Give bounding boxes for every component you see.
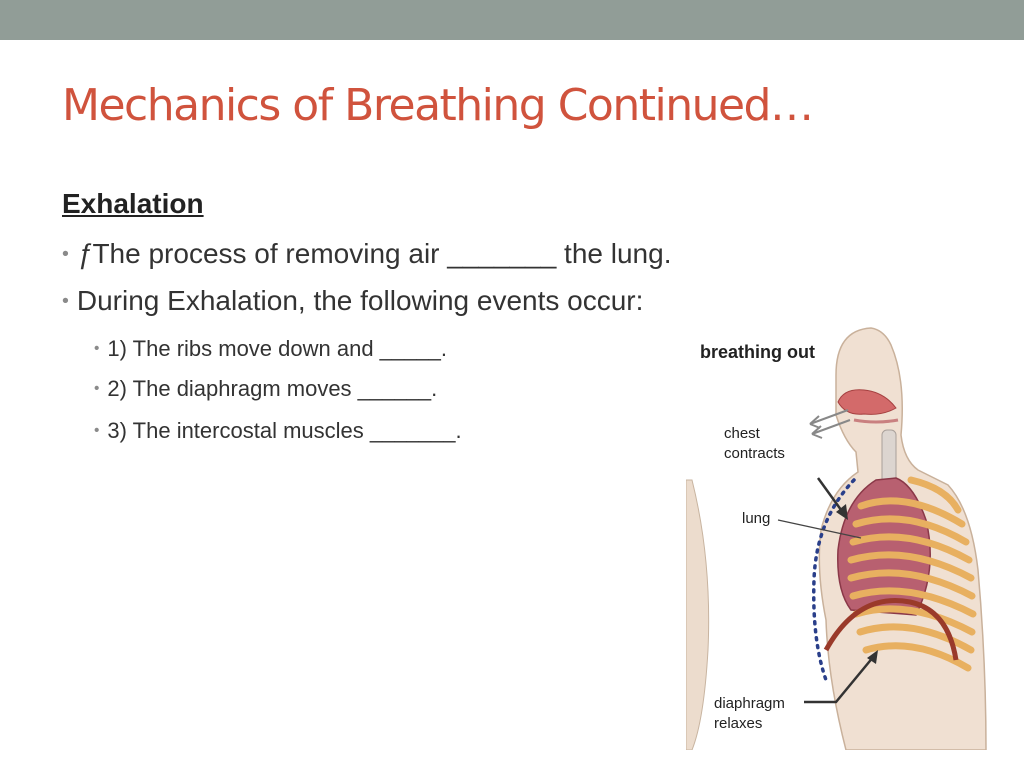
bullet-exhalation-events [62, 285, 643, 317]
label-diaphragm: diaphragm [714, 695, 785, 712]
bullet-dot-icon: • [94, 422, 100, 439]
bullet-text: During Exhalation, the following events occur: [76, 285, 644, 316]
sub-bullet-text: 2) The diaphragm moves ______. [107, 376, 438, 401]
breathing-out-diagram [686, 320, 1024, 750]
bullet-dot-icon: • [94, 340, 100, 357]
top-accent-bar [0, 0, 1024, 40]
bullet-dot-icon: • [94, 380, 100, 397]
sub-bullet-ribs [94, 336, 447, 362]
section-heading: Exhalation [62, 188, 204, 219]
bullet-dot-icon: • [62, 243, 69, 265]
figure-heading: breathing out [700, 342, 815, 362]
bullet-text: The process of removing air _______ the lung. [92, 238, 672, 269]
label-contracts: contracts [724, 445, 785, 462]
bullet-dot-icon: • [62, 290, 69, 312]
bullet-glyph: ƒ [76, 238, 93, 269]
label-relaxes: relaxes [714, 715, 763, 732]
previous-figure-edge [686, 480, 709, 750]
sub-bullet-intercostal [94, 418, 462, 444]
slide-title: Mechanics of Breathing Continued… [62, 80, 813, 131]
sub-bullet-text: 1) The ribs move down and _____. [107, 336, 447, 361]
sub-bullet-text: 3) The intercostal muscles _______. [107, 418, 462, 443]
label-chest: chest [724, 425, 760, 442]
sub-bullet-diaphragm [94, 376, 437, 402]
label-lung: lung [742, 510, 771, 527]
bullet-exhalation-definition [62, 238, 671, 270]
